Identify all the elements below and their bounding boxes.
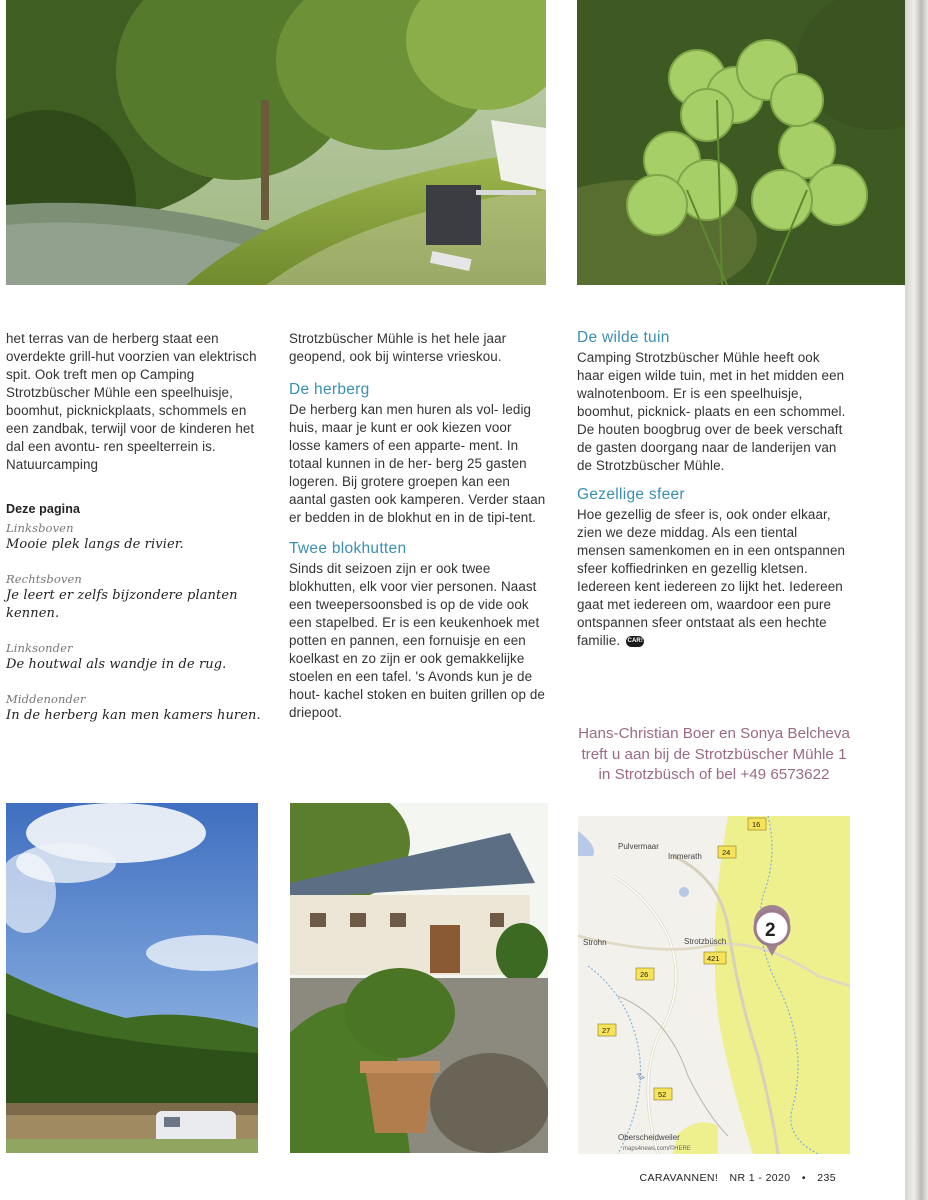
caption-text: Je leert er zelfs bijzondere planten kennen. xyxy=(6,588,238,621)
page-number: 235 xyxy=(817,1172,836,1184)
section-heading-blokhutten: Twee blokhutten xyxy=(289,540,407,557)
map-place-label: Immerath xyxy=(668,852,702,861)
caption-position: Linksonder xyxy=(6,641,73,655)
location-map xyxy=(578,816,850,1154)
caption-text: In de herberg kan men kamers huren. xyxy=(6,708,261,723)
left-column-text xyxy=(6,330,268,474)
left-column-body: het terras van de herberg staat een overdekte grill-hut voorzien van elektrisch spit. Ook treft men op Camping Strotzbüscher Mühle een speelhuisje, boomhut, picknickplaats, schommels en een zandbak, terwijl voor de kinderen het dal een avontu- ren speelterrein is. Natuurcamping xyxy=(6,331,257,472)
photo-herberg-house xyxy=(290,803,548,1153)
section-text-gezellige-sfeer xyxy=(577,506,849,650)
map-place-label: Pulvermaar xyxy=(618,842,659,851)
map-place-label: Oberscheidweiler xyxy=(618,1133,680,1142)
caption-position: Rechtsboven xyxy=(6,572,82,586)
map-place-label: Strotzbüsch xyxy=(684,937,727,946)
section-text-blokhutten: Sinds dit seizoen zijn er ook twee blokhutten, elk voor vier personen. Naast een tweepersoonsbed is op de vide ook een stapelbed. Er is een keukenhoek met potten en pannen, een fornuisje en een koelkast en zo zijn er ook gemakkelijke stoelen en een tafel. 's Avonds kun je de hout- kachel stoken en buiten grillen op de driepoot. xyxy=(289,561,545,720)
map-credit: maps4news.com/©HERE xyxy=(623,1146,691,1152)
map-road-number: 26 xyxy=(640,970,649,979)
photo-river-camping xyxy=(6,0,546,285)
footer-separator: • xyxy=(801,1172,806,1184)
gezellige-sfeer-body: Hoe gezellig de sfeer is, ook onder elkaar, zien we deze middag. Als een tiental mensen samenkomen en in een ontspannen sfeer koffiedrinken en gezellig kletsen. Iedereen kent iedereen zo lijkt het. Iedereen gaat met iedereen om, waardoor een pure ontspannen sfeer ontstaat als een hechte familie. xyxy=(577,507,846,648)
caption-position: Linksboven xyxy=(6,521,74,535)
end-mark-icon: CAR! xyxy=(626,636,644,647)
middle-column-text xyxy=(289,330,547,722)
section-heading-gezellige-sfeer: Gezellige sfeer xyxy=(577,486,685,503)
captions-heading: Deze pagina xyxy=(6,502,81,516)
section-text-wilde-tuin: Camping Strotzbüscher Mühle heeft ook haar eigen wilde tuin, met in het midden een walnotenboom. Er is een speelhuisje, boomhut, picknick- plaats en een schommel. De houten boogbrug over de beek verschaft de gasten doorgang naar de landerijen van de Strotzbüscher Mühle. xyxy=(577,350,846,473)
map-road-number: 24 xyxy=(722,848,731,857)
section-heading-herberg: De herberg xyxy=(289,381,370,398)
section-heading-wilde-tuin: De wilde tuin xyxy=(577,329,670,346)
section-text-herberg: De herberg kan men huren als vol- ledig huis, maar je kunt er ook kiezen voor losse kamers of een apparte- ment. In totaal kunnen in de her- berg 25 gasten logeren. Bij grotere groepen kan een aantal gasten ook kamperen. Verder staan er bedden in de blokhut en in de tipi-tent. xyxy=(289,402,546,525)
caption-text: Mooie plek langs de rivier. xyxy=(6,537,184,552)
caption-position: Middenonder xyxy=(6,692,86,706)
issue-number: NR 1 - 2020 xyxy=(729,1172,791,1184)
map-road-number: 16 xyxy=(752,820,761,829)
contact-info: Hans-Christian Boer en Sonya Belcheva treft u aan bij de Strotzbüscher Mühle 1 in Strotzbüsch of bel +49 6573622 xyxy=(578,725,850,783)
photo-caravan-sky xyxy=(6,803,258,1153)
photo-clover-plant xyxy=(577,0,905,285)
page-spine xyxy=(905,0,928,1200)
caption-text: De houtwal als wandje in de rug. xyxy=(6,657,227,672)
map-place-label: Strohn xyxy=(583,938,607,947)
middle-column-intro: Strotzbüscher Mühle is het hele jaar geopend, ook bij winterse vrieskou. xyxy=(289,331,507,364)
page-footer xyxy=(631,1172,836,1184)
map-road-number: 421 xyxy=(707,954,720,963)
map-road-number: 52 xyxy=(658,1090,667,1099)
captions-block xyxy=(6,500,268,742)
map-road-number: 27 xyxy=(602,1026,611,1035)
magazine-name: CARAVANNEN! xyxy=(639,1172,719,1184)
map-marker-number: 2 xyxy=(765,920,776,941)
right-column-text xyxy=(577,328,849,650)
map-river-label: Alf xyxy=(634,1071,645,1082)
